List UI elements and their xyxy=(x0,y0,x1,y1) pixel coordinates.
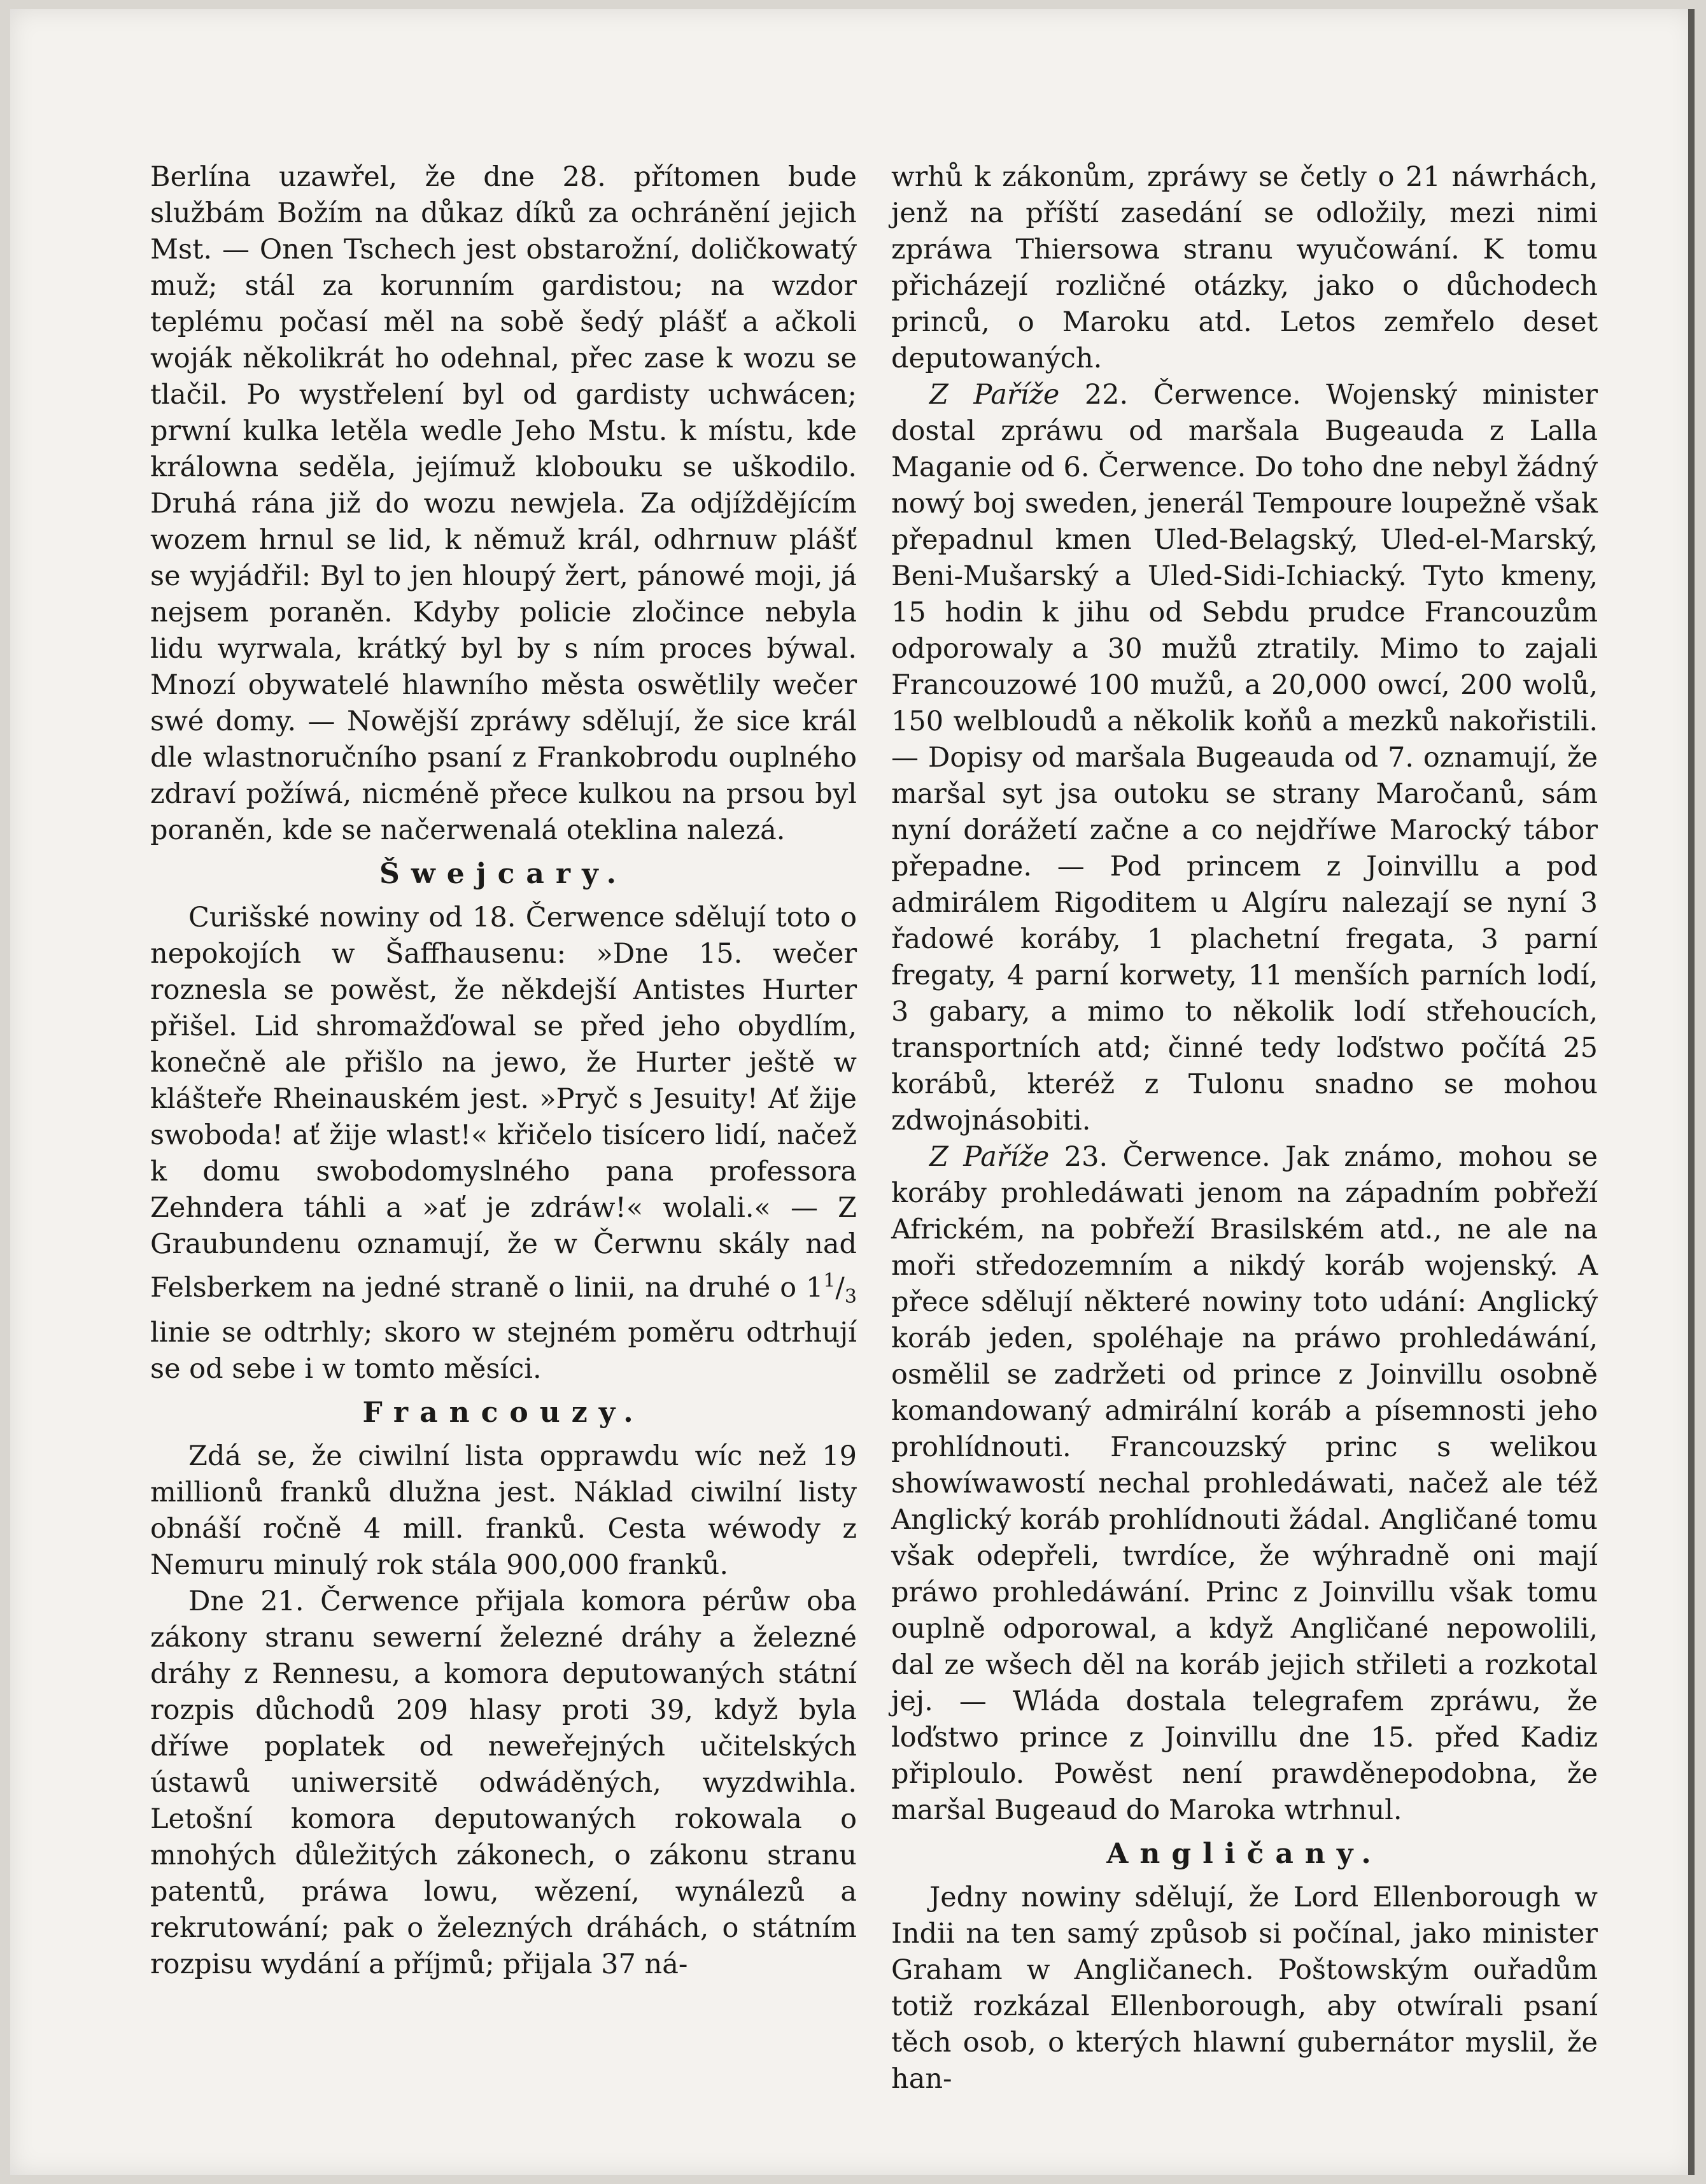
article-berlin-continued: Berlína uzawřel, že dne 28. přítomen bude službám Božím na důkaz díků za ochránění jejich Mst. — Onen Tschech jest obstarožní, doličkowatý muž; stál za korunním gardistou; na wzdor teplému počasí měl na sobě šedý plášť a ačkoli woják několikrát ho odehnal, přec zase k wozu se tlačil. Po wystřelení byl od gardisty uchwácen; prwní kulka letěla wedle Jeho Mstu. k místu, kde králowna seděla, jejímuž klobouku se uškodilo. Druhá rána již do wozu newjela. Za odjíždějícím wozem hrnul se lid, k němuž král, odhrnuw plášť se wyjádřil: Byl to jen hloupý žert, pánowé moji, já nejsem poraněn. Kdyby policie zločince nebyla lidu wyrwala, krátký byl by s ním proces býwal. Mnozí obywatelé hlawního města oswětlily wečer swé domy. — Nowější zpráwy sdělují, že sice král dle wlastnoručního psaní z Frankobrodu ouplného zdraví požíwá, nicméně přece kulkou na prsou byl poraněn, kde se načerwenalá oteklina nalezá. xyxy=(150,161,857,846)
article-switzerland-text: Curišské nowiny od 18. Čerwence sdělují toto o nepokojích w Šaffhausenu: »Dne 15. wečer roznesla se powěst, že někdejší Antistes Hurter přišel. Lid shromažďowal se před jeho obydlím, konečně ale přišlo na jewo, že Hurter ještě w klášteře Rheinauském jest. »Pryč s Jesuity! Ať žije swoboda! ať žije wlast!« křičelo tisícero lidí, načež k domu swobodomyslného pana professora Zehndera táhli a »ať je zdráw!« wolali.« — Z Graubundenu oznamují, že w Čerwnu skály nad Felsberkem na jedné straně o linii, na druhé o xyxy=(150,902,857,1304)
article-france-continued: wrhů k zákonům, zpráwy se četly o 21 náwrhách, jenž na příští zasedání se odložily, mezi nimi zpráwa Thiersowa stranu wyučowání. K tomu přicházejí rozličné otázky, jako o důchodech princů, o Maroku atd. Letos zemřelo deset deputowaných. xyxy=(891,161,1598,374)
article-paris-23 xyxy=(891,1139,1598,1829)
section-heading-england: Angličany. xyxy=(1106,1838,1383,1870)
left-column xyxy=(150,159,857,1983)
article-switzerland-text-cont: linie se odtrhly; skoro w stejném poměru odtrhují se od sebe i w tomto měsíci. xyxy=(150,1316,857,1385)
section-heading-france: Francouzy. xyxy=(362,1396,645,1429)
fraction-whole: 1 xyxy=(805,1272,824,1304)
fraction-numerator: 1 xyxy=(823,1270,836,1292)
right-column xyxy=(891,159,1598,2097)
section-heading-switzerland: Šwejcary. xyxy=(379,858,628,890)
article-paris-23-text: 23. Čerwence. Jak známo, mohou se koráby prohledáwati jenom na západním pobřeží Africkém, na pobřeží Brasilském atd., ne ale na moři středozemním a nikdý koráb wojenský. A přece sdělují některé nowiny toto udání: Anglický koráb jeden, spoléhaje na práwo prohledáwání, osmělil se zadržeti od prince z Joinvillu osobně komandowaný admirální koráb a písemnosti jeho prohlídnouti. Francouzský princ s welikou showíwawostí nechal prohledáwati, načež ale též Anglický koráb prohlídnouti žádal. Angličané tomu však odepřeli, twrdíce, že wýhradně oni mají práwo prohledáwání. Princ z Joinvillu však tomu ouplně odporowal, a když Angličané nepowolili, dal ze wšech děl na koráb jejich střileti a rozkotal jej. — Wláda dostala telegrafem zpráwu, že loďstwo prince z Joinvillu dne 15. před Kadiz připloulo. Powěst není prawděnepodobna, že maršal Bugeaud do Maroka wtrhnul. xyxy=(891,1141,1598,1826)
dateline-paris-23: Z Paříže xyxy=(929,1141,1050,1173)
article-paris-22-text: 22. Čerwence. Wojenský minister dostal zpráwu od maršala Bugeauda z Lalla Maganie od 6. Čerwence. Do toho dne nebyl žádný nowý boj sweden, jenerál Tempoure loupežně však přepadnul kmen Uled-Belagský, Uled-el-Marský, Beni-Mušarský a Uled-Sidi-Ichiacký. Tyto kmeny, 15 hodin k jihu od Sebdu prudce Francouzům odporowaly a 30 mužů ztratily. Mimo to zajali Francouzowé 100 mužů, a 20,000 owcí, 200 wolů, 150 welbloudů a několik koňů a mezků nakořistili. — Dopisy od maršala Bugeauda od 7. oznamují, že maršal syt jsa outoku se strany Maročanů, sám nyní dorážetí začne a co nejdříwe Marocký tábor přepadne. — Pod princem z Joinvillu a pod admirálem Rigoditem u Algíru nalezají se nyní 3 řadowé koráby, 1 plachetní fregata, 3 parní fregaty, 4 parní korwety, 11 menších parních lodí, 3 gabary, a mimo to několik lodí střehoucích, transportních atd; činné tedy loďstwo počítá 25 korábů, kteréž z Tulonu snadno se mohou zdwojnásobiti. xyxy=(891,379,1598,1137)
newspaper-page xyxy=(10,9,1695,2175)
fraction-denominator: 3 xyxy=(844,1285,857,1308)
article-paris-22 xyxy=(891,377,1598,1139)
article-england: Jedny nowiny sdělují, že Lord Ellenborough w Indii na ten samý způsob si počínal, jako minister Graham w Angličanech. Poštowským ouřadům totiž rozkázal Ellenborough, aby otwírali psaní těch osob, o kterých hlawní gubernátor myslil, že han- xyxy=(891,1882,1598,2095)
scan-edge xyxy=(1688,9,1695,2175)
article-switzerland: Curišské nowiny od 18. Čerwence sdělují toto o nepokojích w Šaffhausenu: »Dne 15. wečer roznesla se powěst, že někdejší Antistes Hurter přišel. Lid shromažďowal se před jeho obydlím, konečně ale přišlo na jewo, že Hurter ještě w klášteře Rheinauském jest. »Pryč s Jesuity! Ať žije swoboda! ať žije wlast!« křičelo tisícero lidí, načež k domu swobodomyslného pana professora Zehndera táhli a »ať je zdráw!« wolali.« — Z Graubundenu oznamují, že w Čerwnu skály nad Felsberkem na jedné straně o linii, na druhé o $1^1/_3$ linie se odtrhly; skoro w stejném poměru odtrhují se od sebe i w tomto měsíci. xyxy=(150,902,857,1385)
dateline-paris-22: Z Paříže xyxy=(929,379,1060,411)
article-france-chamber: Dne 21. Čerwence přijala komora pérůw oba zákony stranu sewerní železné dráhy a železné dráhy z Rennesu, a komora deputowaných státní rozpis důchodů 209 hlasy proti 39, když byla dříwe poplatek od neweřejných učitelských ústawů uniwersitě odwáděných, wyzdwihla. Letošní komora deputowaných rokowala o mnohých důležitých zákonech, o zákonu stranu patentů, práwa lowu, wězení, wynálezů a rekrutowání; pak o železných dráhách, o státním rozpisu wydání a příjmů; přijala 37 ná- xyxy=(150,1585,857,1980)
article-france-civil-list: Zdá se, že ciwilní lista opprawdu wíc než 19 millionů franků dlužna jest. Náklad ciwilní listy obnáší ročně 4 mill. franků. Cesta wéwody z Nemuru minulý rok stála 900,000 franků. xyxy=(150,1440,857,1581)
